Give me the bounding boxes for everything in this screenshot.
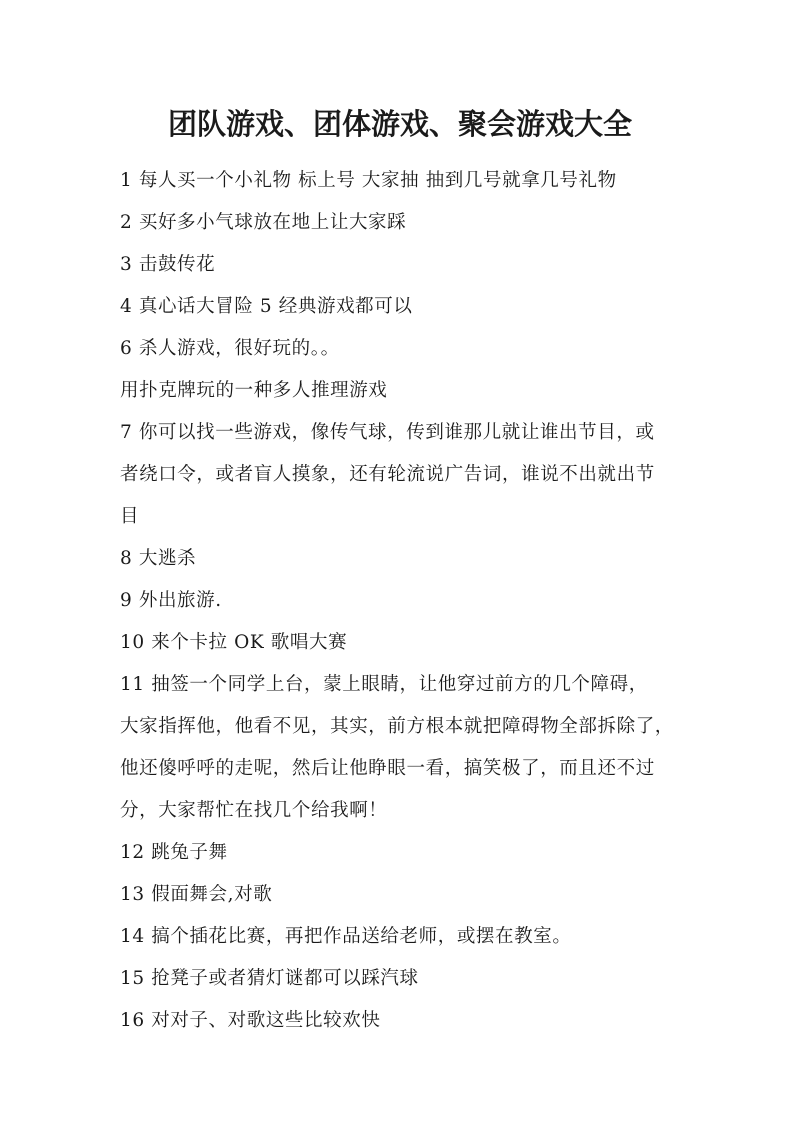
document-body [120, 160, 690, 1042]
text-line-21: 16 对对子、对歌这些比较欢快 [120, 1010, 381, 1031]
text-line-9: 目 [120, 506, 140, 527]
document-title: 团队游戏、团体游戏、聚会游戏大全 [167, 107, 632, 141]
text-line-6: 用扑克牌玩的一种多人推理游戏 [120, 380, 388, 401]
text-line-12: 10 来个卡拉 OK 歌唱大赛 [120, 632, 348, 653]
text-line-3: 3 击鼓传花 [120, 254, 216, 275]
text-line-10: 8 大逃杀 [120, 548, 197, 569]
text-line-14: 大家指挥他，他看不见，其实，前方根本就把障碍物全部拆除了， [120, 716, 674, 737]
text-line-1: 1 每人买一个小礼物 标上号 大家抽 抽到几号就拿几号礼物 [120, 170, 617, 191]
text-line-7: 7 你可以找一些游戏，像传气球，传到谁那儿就让谁出节目，或 [120, 422, 655, 443]
text-line-19: 14 搞个插花比赛，再把作品送给老师，或摆在教室。 [120, 926, 572, 947]
text-line-5: 6 杀人游戏，很好玩的。。 [120, 338, 340, 359]
text-line-18: 13 假面舞会,对歌 [120, 884, 273, 905]
text-line-13: 11 抽签一个同学上台，蒙上眼睛，让他穿过前方的几个障碍， [120, 674, 648, 695]
text-line-16: 分，大家帮忙在找几个给我啊！ [120, 800, 388, 821]
text-line-4: 4 真心话大冒险 5 经典游戏都可以 [120, 296, 413, 317]
text-line-15: 他还傻呼呼的走呢，然后让他睁眼一看，搞笑极了，而且还不过 [120, 758, 655, 779]
text-line-2: 2 买好多小气球放在地上让大家踩 [120, 212, 407, 233]
text-line-8: 者绕口令，或者盲人摸象，还有轮流说广告词，谁说不出就出节 [120, 464, 655, 485]
text-line-17: 12 跳兔子舞 [120, 842, 228, 863]
text-line-11: 9 外出旅游. [120, 590, 222, 611]
text-line-20: 15 抢凳子或者猜灯谜都可以踩汽球 [120, 968, 419, 989]
